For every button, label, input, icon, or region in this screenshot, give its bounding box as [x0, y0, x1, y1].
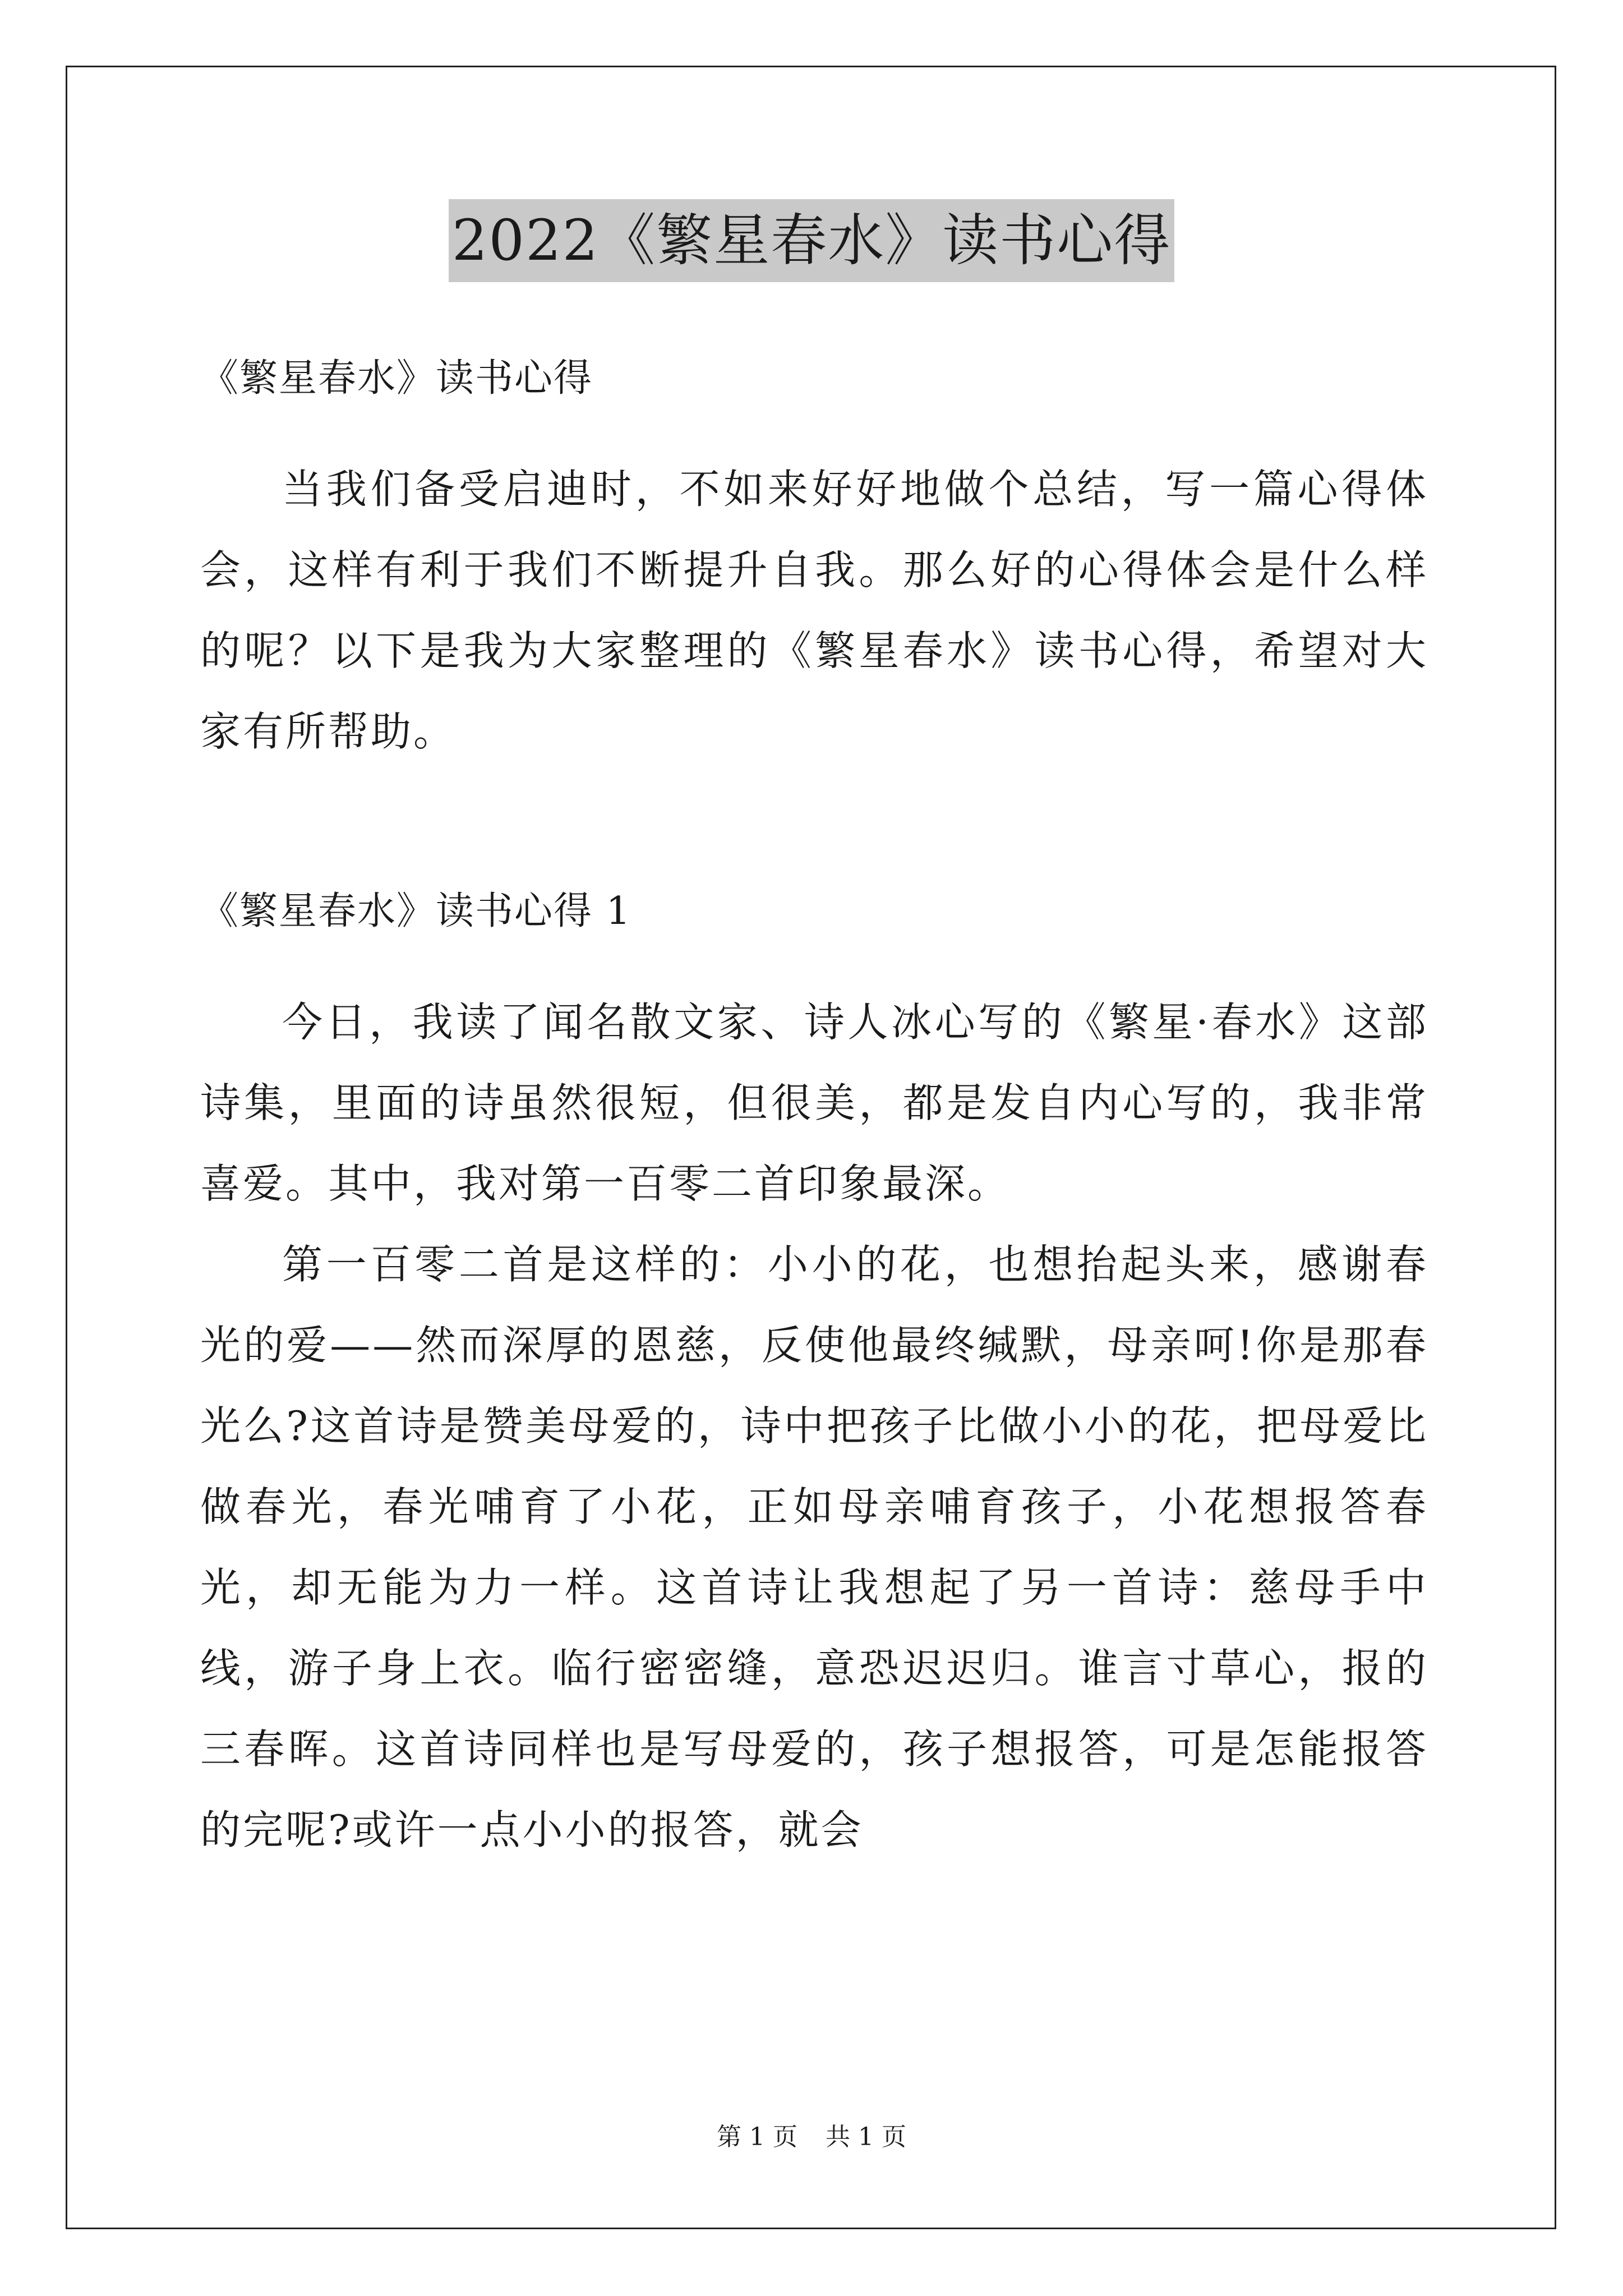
document-subtitle: 《繁星春水》读书心得 [200, 356, 593, 401]
section-body [200, 982, 1428, 1870]
intro-section [200, 449, 1428, 772]
body-paragraph: 今日，我读了闻名散文家、诗人冰心写的《繁星·春水》这部诗集，里面的诗虽然很短，但很美，都是发自内心写的，我非常喜爱。其中，我对第一百零二首印象最深。 [200, 999, 1428, 1207]
intro-paragraph: 当我们备受启迪时，不如来好好地做个总结，写一篇心得体会，这样有利于我们不断提升自我。那么好的心得体会是什么样的呢？以下是我为大家整理的《繁星春水》读书心得，希望对大家有所帮助。 [200, 466, 1428, 755]
title-container [0, 199, 1623, 282]
page-total: 共 1 页 [826, 2123, 906, 2151]
section-heading: 《繁星春水》读书心得 1 [200, 889, 631, 933]
page-number: 第 1 页 [717, 2123, 797, 2151]
page-footer [0, 2120, 1623, 2154]
body-paragraph: 第一百零二首是这样的：小小的花，也想抬起头来，感谢春光的爱——然而深厚的恩慈，反使他最终缄默，母亲呵!你是那春光么?这首诗是赞美母爱的，诗中把孩子比做小小的花，把母爱比做春光，春光哺育了小花，正如母亲哺育孩子，小花想报答春光，却无能为力一样。这首诗让我想起了另一首诗：慈母手中线，游子身上衣。临行密密缝，意恐迟迟归。谁言寸草心，报的三春晖。这首诗同样也是写母爱的，孩子想报答，可是怎能报答的完呢?或许一点小小的报答，就会 [200, 1241, 1428, 1853]
document-title: 2022《繁星春水》读书心得 [449, 199, 1175, 282]
